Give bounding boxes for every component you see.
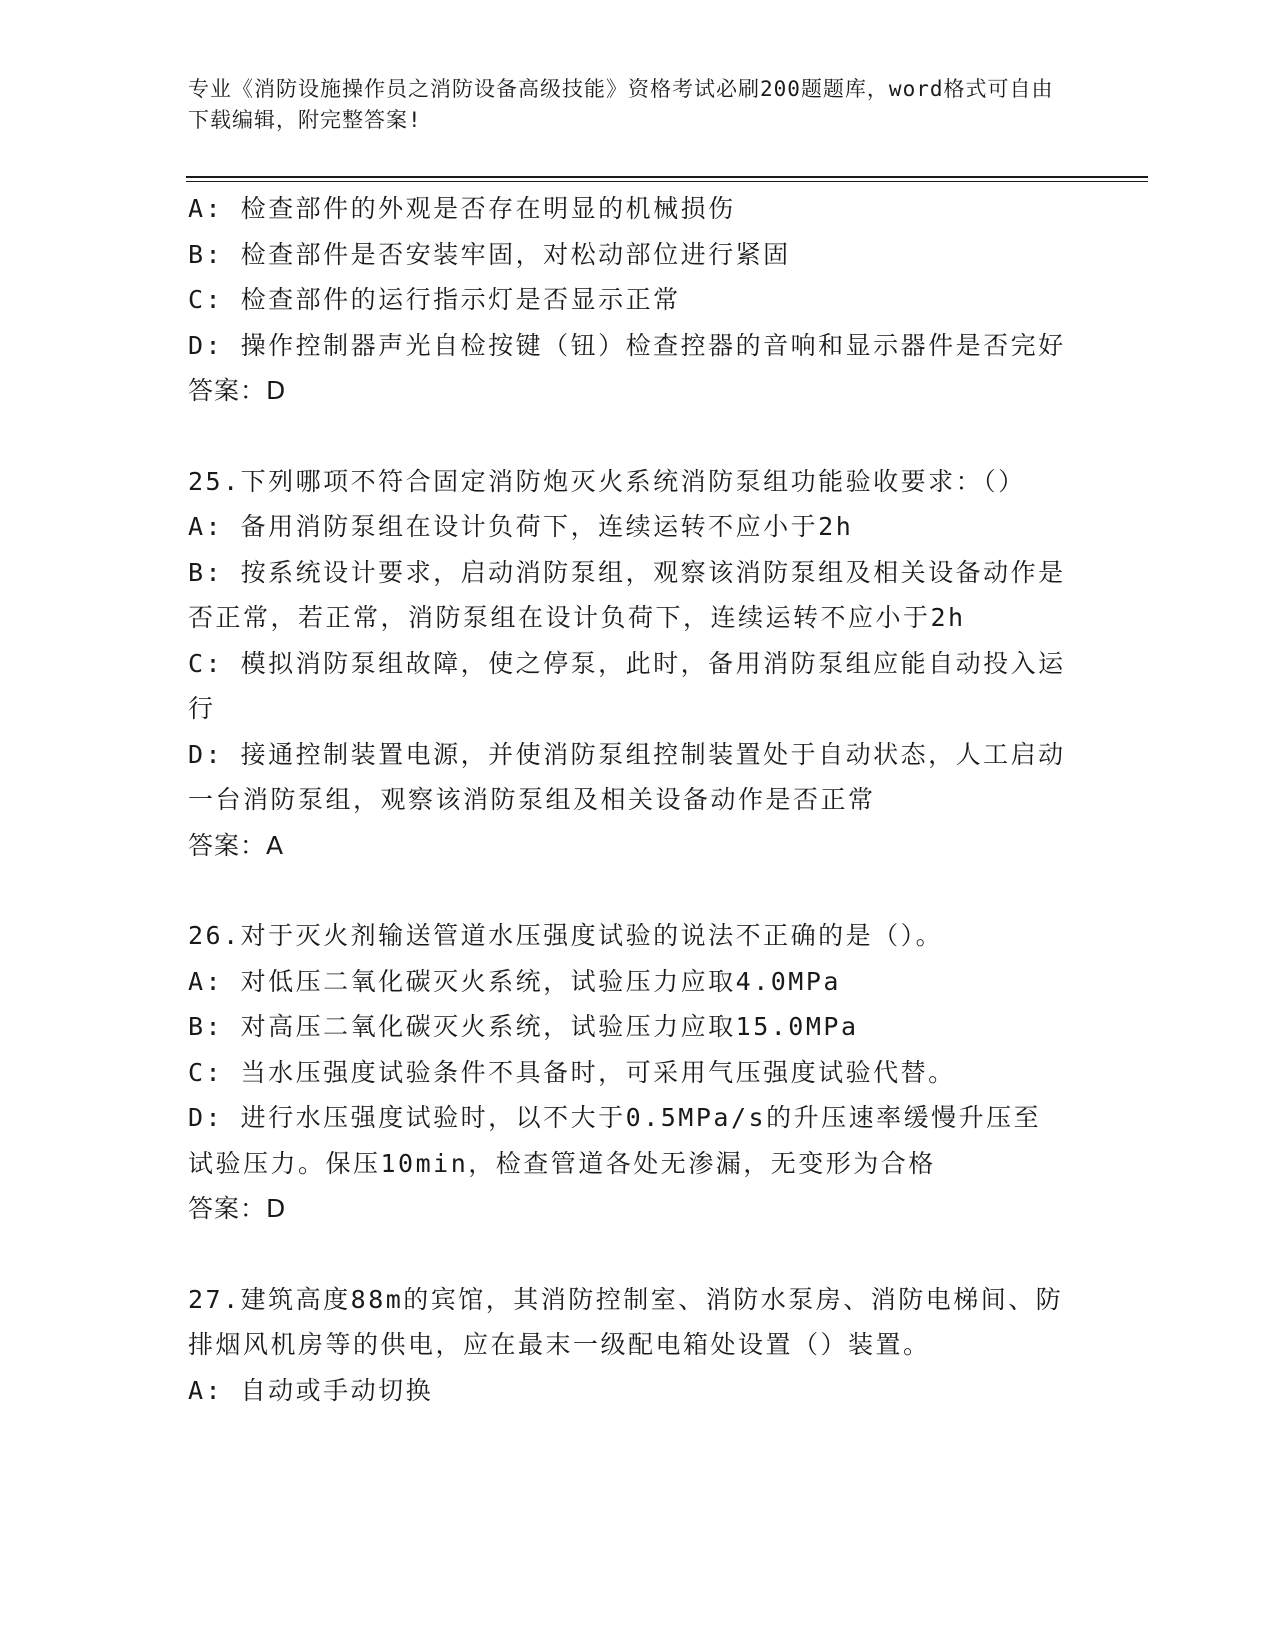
option-b: B: 按系统设计要求，启动消防泵组，观察该消防泵组及相关设备动作是否正常，若正常，消防泵组在设计负荷下，连续运转不应小于2h — [188, 557, 1066, 632]
question-27 — [188, 1277, 1068, 1414]
answer-line: 答案：A — [188, 830, 285, 860]
option-d: D: 接通控制装置电源，并使消防泵组控制装置处于自动状态，人工启动一台消防泵组，观察该消防泵组及相关设备动作是否正常 — [188, 739, 1066, 814]
option-b: B: 检查部件是否安装牢固，对松动部位进行紧固 — [188, 239, 791, 269]
header-rule-thick — [186, 176, 1148, 178]
answer-line: 答案：D — [188, 376, 287, 405]
option-c: C: 检查部件的运行指示灯是否显示正常 — [188, 285, 681, 314]
question-25 — [188, 459, 1068, 869]
header-rule-thin — [186, 181, 1148, 182]
option-a: A: 检查部件的外观是否存在明显的机械损伤 — [188, 194, 736, 223]
option-a: A: 自动或手动切换 — [188, 1375, 434, 1405]
question-26 — [188, 913, 1068, 1232]
question-24-tail — [188, 186, 1068, 414]
option-d: D: 操作控制器声光自检按键（钮）检查控器的音响和显示器件是否完好 — [188, 330, 1066, 360]
option-b: B: 对高压二氧化碳灭火系统，试验压力应取15.0MPa — [188, 1012, 859, 1041]
option-a: A: 对低压二氧化碳灭火系统，试验压力应取4.0MPa — [188, 966, 841, 996]
document-header: 专业《消防设施操作员之消防设备高级技能》资格考试必刷200题题库，word格式可自由下载编辑，附完整答案! — [188, 77, 1054, 132]
question-stem: 27.建筑高度88m的宾馆，其消防控制室、消防水泵房、消防电梯间、防排烟风机房等的供电，应在最末一级配电箱处设置（）装置。 — [188, 1284, 1064, 1359]
answer-line: 答案：D — [188, 1194, 287, 1223]
option-d: D: 进行水压强度试验时，以不大于0.5MPa/s的升压速率缓慢升压至试验压力。保压10min，检查管道各处无渗漏，无变形为合格 — [188, 1103, 1042, 1178]
question-content — [188, 186, 1068, 1458]
question-stem: 26.对于灭火剂输送管道水压强度试验的说法不正确的是（）。 — [188, 921, 944, 950]
question-stem: 25.下列哪项不符合固定消防炮灭火系统消防泵组功能验收要求：（） — [188, 466, 1026, 496]
option-c: C: 当水压强度试验条件不具备时，可采用气压强度试验代替。 — [188, 1057, 956, 1087]
option-a: A: 备用消防泵组在设计负荷下，连续运转不应小于2h — [188, 512, 854, 541]
option-c: C: 模拟消防泵组故障，使之停泵，此时，备用消防泵组应能自动投入运行 — [188, 648, 1066, 723]
